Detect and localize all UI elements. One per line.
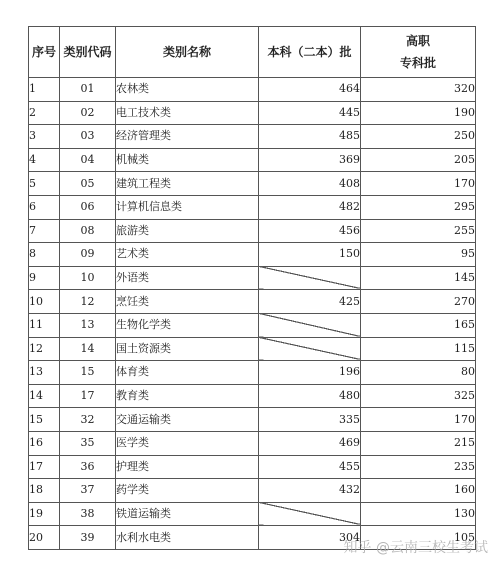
cell-undergrad: 455 (259, 455, 361, 479)
cell-vocational: 325 (361, 384, 476, 408)
cell-undergrad: 485 (259, 125, 361, 149)
cell-seq: 13 (29, 361, 60, 385)
cell-vocational: 235 (361, 455, 476, 479)
table-row (29, 361, 476, 385)
cell-seq: 8 (29, 243, 60, 267)
cell-vocational: 80 (361, 361, 476, 385)
cell-undergrad: 304 (259, 526, 361, 550)
cell-name: 铁道运输类 (116, 502, 259, 526)
cell-code: 36 (60, 455, 116, 479)
cell-vocational: 115 (361, 337, 476, 361)
table-row (29, 243, 476, 267)
table-row (29, 408, 476, 432)
cell-name: 烹饪类 (116, 290, 259, 314)
cell-name: 旅游类 (116, 219, 259, 243)
cell-seq: 7 (29, 219, 60, 243)
header-row (29, 27, 476, 78)
table-row (29, 219, 476, 243)
cell-code: 17 (60, 384, 116, 408)
cell-seq: 15 (29, 408, 60, 432)
cell-name: 外语类 (116, 266, 259, 290)
cell-undergrad: 150 (259, 243, 361, 267)
table-row (29, 384, 476, 408)
header-vocational-line1: 高职 (405, 34, 430, 48)
header-vocational-line2: 专科批 (399, 56, 436, 70)
cell-seq: 2 (29, 101, 60, 125)
cell-code: 37 (60, 479, 116, 503)
cell-vocational: 170 (361, 172, 476, 196)
cell-seq: 10 (29, 290, 60, 314)
cell-seq: 18 (29, 479, 60, 503)
cell-undergrad-empty (259, 313, 361, 337)
cell-code: 35 (60, 431, 116, 455)
cell-vocational: 130 (361, 502, 476, 526)
cell-undergrad-empty (259, 337, 361, 361)
cell-name: 建筑工程类 (116, 172, 259, 196)
cell-name: 水利水电类 (116, 526, 259, 550)
score-table (28, 26, 476, 550)
cell-name: 生物化学类 (116, 313, 259, 337)
cell-code: 09 (60, 243, 116, 267)
cell-vocational: 105 (361, 526, 476, 550)
cell-undergrad: 408 (259, 172, 361, 196)
cell-seq: 3 (29, 125, 60, 149)
cell-undergrad: 425 (259, 290, 361, 314)
cell-undergrad: 369 (259, 148, 361, 172)
header-code: 类别代码 (60, 27, 116, 78)
table-row (29, 290, 476, 314)
table-row (29, 266, 476, 290)
cell-code: 14 (60, 337, 116, 361)
table-row (29, 78, 476, 102)
watermark: 知乎 @云南三校生考试 (343, 540, 488, 556)
cell-code: 15 (60, 361, 116, 385)
cell-code: 39 (60, 526, 116, 550)
cell-code: 12 (60, 290, 116, 314)
cell-seq: 1 (29, 78, 60, 102)
cell-vocational: 255 (361, 219, 476, 243)
cell-vocational: 145 (361, 266, 476, 290)
cell-seq: 16 (29, 431, 60, 455)
cell-code: 06 (60, 195, 116, 219)
cell-name: 护理类 (116, 455, 259, 479)
cell-undergrad: 464 (259, 78, 361, 102)
cell-code: 04 (60, 148, 116, 172)
cell-seq: 6 (29, 195, 60, 219)
cell-seq: 20 (29, 526, 60, 550)
cell-name: 经济管理类 (116, 125, 259, 149)
cell-name: 国土资源类 (116, 337, 259, 361)
cell-vocational: 95 (361, 243, 476, 267)
cell-undergrad: 196 (259, 361, 361, 385)
cell-seq: 5 (29, 172, 60, 196)
cell-vocational: 205 (361, 148, 476, 172)
cell-name: 药学类 (116, 479, 259, 503)
table-row (29, 148, 476, 172)
table-row (29, 479, 476, 503)
cell-seq: 12 (29, 337, 60, 361)
table-row (29, 313, 476, 337)
cell-seq: 19 (29, 502, 60, 526)
cell-name: 医学类 (116, 431, 259, 455)
header-name: 类别名称 (116, 27, 259, 78)
cell-code: 13 (60, 313, 116, 337)
table-row (29, 125, 476, 149)
cell-code: 38 (60, 502, 116, 526)
cell-vocational: 160 (361, 479, 476, 503)
header-seq: 序号 (29, 27, 60, 78)
table-row (29, 195, 476, 219)
cell-vocational: 215 (361, 431, 476, 455)
cell-name: 交通运输类 (116, 408, 259, 432)
cell-name: 农林类 (116, 78, 259, 102)
cell-undergrad: 456 (259, 219, 361, 243)
cell-vocational: 170 (361, 408, 476, 432)
header-vocational (361, 27, 476, 78)
cell-undergrad: 335 (259, 408, 361, 432)
cell-undergrad: 482 (259, 195, 361, 219)
cell-code: 05 (60, 172, 116, 196)
header-undergrad: 本科（二本）批 (259, 27, 361, 78)
cell-code: 10 (60, 266, 116, 290)
cell-code: 03 (60, 125, 116, 149)
cell-code: 02 (60, 101, 116, 125)
cell-undergrad-empty (259, 502, 361, 526)
cell-seq: 4 (29, 148, 60, 172)
cell-seq: 11 (29, 313, 60, 337)
table-row (29, 172, 476, 196)
cell-name: 电工技术类 (116, 101, 259, 125)
table-row (29, 431, 476, 455)
table-row (29, 455, 476, 479)
cell-undergrad-empty (259, 266, 361, 290)
cell-undergrad: 432 (259, 479, 361, 503)
cell-name: 体育类 (116, 361, 259, 385)
cell-vocational: 165 (361, 313, 476, 337)
table-body (29, 78, 476, 550)
cell-code: 32 (60, 408, 116, 432)
cell-seq: 9 (29, 266, 60, 290)
cell-name: 机械类 (116, 148, 259, 172)
cell-code: 08 (60, 219, 116, 243)
table-row (29, 337, 476, 361)
table-header (29, 27, 476, 78)
cell-vocational: 250 (361, 125, 476, 149)
cell-vocational: 190 (361, 101, 476, 125)
cell-vocational: 320 (361, 78, 476, 102)
cell-seq: 14 (29, 384, 60, 408)
cell-name: 教育类 (116, 384, 259, 408)
cell-seq: 17 (29, 455, 60, 479)
table-row (29, 502, 476, 526)
cell-code: 01 (60, 78, 116, 102)
cell-undergrad: 469 (259, 431, 361, 455)
table-row (29, 101, 476, 125)
cell-undergrad: 445 (259, 101, 361, 125)
cell-vocational: 295 (361, 195, 476, 219)
cell-name: 艺术类 (116, 243, 259, 267)
cell-undergrad: 480 (259, 384, 361, 408)
cell-vocational: 270 (361, 290, 476, 314)
cell-name: 计算机信息类 (116, 195, 259, 219)
